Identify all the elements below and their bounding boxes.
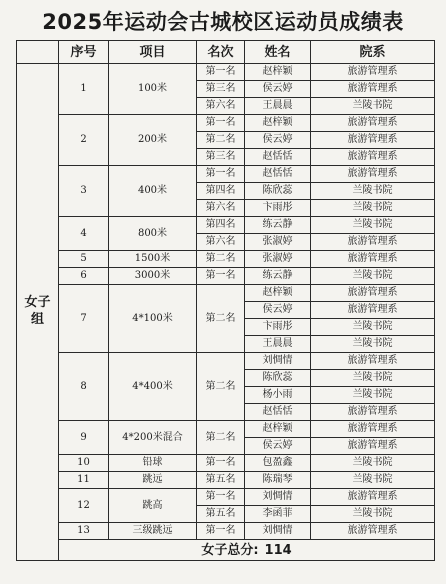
seq-cell: 9 [59,421,109,455]
department-cell: 旅游管理系 [311,285,435,302]
department-cell: 旅游管理系 [311,421,435,438]
rank-cell: 第五名 [197,472,245,489]
rank-cell: 第一名 [197,268,245,285]
athlete-name-cell: 刘惆情 [245,353,311,370]
department-cell: 兰陵书院 [311,506,435,523]
total-score-label: 女子总分: [201,542,259,558]
rank-cell: 第六名 [197,200,245,217]
rank-cell: 第二名 [197,353,245,421]
event-cell: 3000米 [109,268,197,285]
athlete-name-cell: 赵恬恬 [245,404,311,421]
event-cell: 200米 [109,115,197,166]
department-cell: 兰陵书院 [311,200,435,217]
athlete-name-cell: 陈欣蕊 [245,370,311,387]
seq-cell: 1 [59,64,109,115]
table-row [17,421,435,438]
rank-cell: 第一名 [197,455,245,472]
rank-cell: 第二名 [197,132,245,149]
event-cell: 100米 [109,64,197,115]
table-row [17,115,435,132]
rank-cell: 第三名 [197,149,245,166]
department-cell: 旅游管理系 [311,302,435,319]
rank-cell: 第六名 [197,98,245,115]
total-row [17,540,435,561]
rank-cell: 第一名 [197,115,245,132]
department-cell: 旅游管理系 [311,115,435,132]
department-cell: 旅游管理系 [311,149,435,166]
table-row [17,166,435,183]
athlete-name-cell: 赵梓颖 [245,421,311,438]
table-row [17,472,435,489]
department-cell: 旅游管理系 [311,234,435,251]
athlete-name-cell: 刘惆情 [245,523,311,540]
results-body [17,64,435,561]
department-cell: 旅游管理系 [311,489,435,506]
group-header [17,41,59,64]
seq-cell: 6 [59,268,109,285]
athlete-name-cell: 赵梓颖 [245,285,311,302]
table-row [17,217,435,234]
group-label-cell [17,64,59,561]
event-cell: 跳远 [109,472,197,489]
event-cell: 4*400米 [109,353,197,421]
table-row [17,268,435,285]
group-label: 女子组 [24,295,51,327]
department-cell: 兰陵书院 [311,268,435,285]
total-score-cell [59,540,435,561]
total-score-value: 114 [264,542,292,558]
department-cell: 兰陵书院 [311,217,435,234]
athlete-name-cell: 王晨晨 [245,336,311,353]
department-cell: 旅游管理系 [311,353,435,370]
athlete-name-cell: 侯云婷 [245,302,311,319]
department-cell: 兰陵书院 [311,98,435,115]
event-cell: 三级跳远 [109,523,197,540]
athlete-name-cell: 侯云婷 [245,132,311,149]
athlete-name-cell: 练云静 [245,217,311,234]
athlete-name-cell: 赵梓颖 [245,115,311,132]
table-row [17,455,435,472]
seq-cell: 3 [59,166,109,217]
department-cell: 兰陵书院 [311,472,435,489]
athlete-name-cell: 练云静 [245,268,311,285]
seq-cell: 10 [59,455,109,472]
athlete-name-cell: 张淑婷 [245,234,311,251]
department-cell: 旅游管理系 [311,523,435,540]
athlete-name-cell: 侯云婷 [245,81,311,98]
seq-cell: 12 [59,489,109,523]
athlete-name-cell: 卞雨彤 [245,319,311,336]
event-cell: 跳高 [109,489,197,523]
department-cell: 旅游管理系 [311,81,435,98]
event-cell: 4*100米 [109,285,197,353]
rank-cell: 第一名 [197,64,245,81]
athlete-name-cell: 李函菲 [245,506,311,523]
department-cell: 旅游管理系 [311,438,435,455]
department-cell: 兰陵书院 [311,370,435,387]
rank-cell: 第五名 [197,506,245,523]
table-row [17,489,435,506]
athlete-name-cell: 卞雨彤 [245,200,311,217]
rank-cell: 第二名 [197,421,245,455]
event-header: 项目 [109,41,197,64]
rank-cell: 第二名 [197,285,245,353]
department-cell: 兰陵书院 [311,455,435,472]
athlete-name-cell: 王晨晨 [245,98,311,115]
department-cell: 旅游管理系 [311,251,435,268]
athlete-name-cell: 赵梓颖 [245,64,311,81]
dept-header: 院系 [311,41,435,64]
rank-cell: 第一名 [197,166,245,183]
athlete-name-cell: 陈瑞琴 [245,472,311,489]
seq-cell: 4 [59,217,109,251]
rank-cell: 第三名 [197,81,245,98]
rank-cell: 第二名 [197,251,245,268]
header-row [17,41,435,64]
results-table [16,40,435,561]
rank-cell: 第一名 [197,523,245,540]
event-cell: 800米 [109,217,197,251]
event-cell: 铅球 [109,455,197,472]
seq-cell: 5 [59,251,109,268]
department-cell: 旅游管理系 [311,166,435,183]
department-cell: 旅游管理系 [311,404,435,421]
athlete-name-cell: 张淑婷 [245,251,311,268]
table-row [17,251,435,268]
seq-cell: 2 [59,115,109,166]
seq-cell: 8 [59,353,109,421]
athlete-name-cell: 赵恬恬 [245,166,311,183]
seq-cell: 7 [59,285,109,353]
rank-cell: 第一名 [197,489,245,506]
athlete-name-cell: 赵恬恬 [245,149,311,166]
department-cell: 兰陵书院 [311,387,435,404]
seq-cell: 11 [59,472,109,489]
event-cell: 1500米 [109,251,197,268]
name-header: 姓名 [245,41,311,64]
table-row [17,523,435,540]
department-cell: 旅游管理系 [311,64,435,81]
seq-cell: 13 [59,523,109,540]
athlete-name-cell: 杨小雨 [245,387,311,404]
department-cell: 兰陵书院 [311,319,435,336]
athlete-name-cell: 包盈鑫 [245,455,311,472]
table-row [17,64,435,81]
athlete-name-cell: 陈欣蕊 [245,183,311,200]
rank-cell: 第四名 [197,217,245,234]
event-cell: 400米 [109,166,197,217]
page-title: 2025年运动会古城校区运动员成绩表 [42,10,404,34]
athlete-name-cell: 侯云婷 [245,438,311,455]
rank-header: 名次 [197,41,245,64]
department-cell: 兰陵书院 [311,183,435,200]
department-cell: 兰陵书院 [311,336,435,353]
table-row [17,353,435,370]
rank-cell: 第四名 [197,183,245,200]
event-cell: 4*200米混合 [109,421,197,455]
rank-cell: 第六名 [197,234,245,251]
athlete-name-cell: 刘惆情 [245,489,311,506]
department-cell: 旅游管理系 [311,132,435,149]
seq-header: 序号 [59,41,109,64]
table-row [17,285,435,302]
